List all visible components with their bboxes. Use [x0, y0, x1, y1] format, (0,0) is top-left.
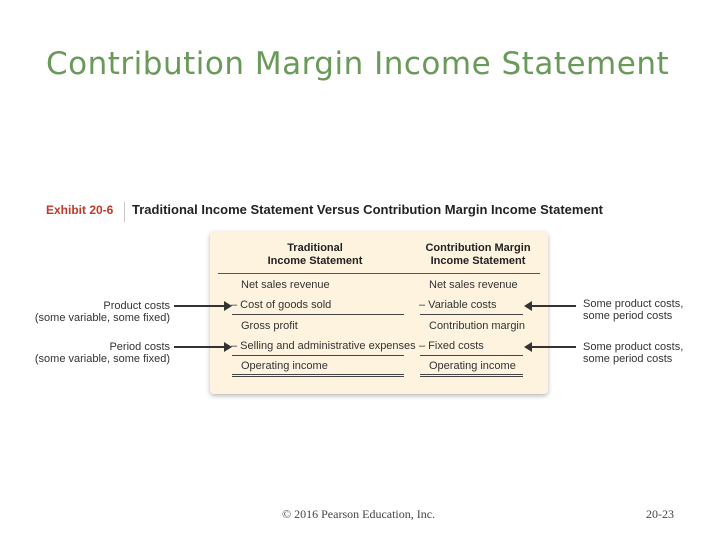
traditional-double-rule: [232, 374, 404, 377]
traditional-gross-profit: Gross profit: [241, 320, 298, 332]
product-costs-label: [35, 300, 170, 324]
page-number: 20-23: [646, 507, 674, 521]
period-costs-label: [35, 341, 170, 365]
fixed-costs-arrow: [526, 346, 576, 348]
exhibit-divider: [124, 202, 125, 222]
traditional-cost-of-goods-sold: – Cost of goods sold: [231, 299, 332, 311]
contribution-column-header: [418, 242, 538, 268]
traditional-net-sales: Net sales revenue: [241, 279, 330, 291]
contribution-header-line-2: Income Statement: [430, 255, 526, 267]
contribution-expense-rule: [420, 355, 523, 356]
period-costs-arrow: [174, 346, 230, 348]
exhibit-number: Exhibit 20-6: [46, 203, 114, 217]
contribution-fixed-costs: – Fixed costs: [419, 340, 484, 352]
variable-costs-note-line-2: some period costs: [583, 310, 673, 322]
traditional-selling-admin-expenses: – Selling and administrative expenses: [231, 340, 416, 352]
traditional-header-line-2: Income Statement: [267, 255, 363, 267]
header-rule: [218, 273, 540, 274]
exhibit-title: Traditional Income Statement Versus Contribution Margin Income Statement: [132, 202, 603, 217]
contribution-net-sales: Net sales revenue: [429, 279, 518, 291]
product-costs-line-1: Product costs: [103, 300, 170, 312]
fixed-costs-note: [583, 341, 683, 365]
copyright-notice: © 2016 Pearson Education, Inc.: [282, 507, 436, 521]
period-costs-line-2: (some variable, some fixed): [34, 353, 170, 365]
period-costs-line-1: Period costs: [109, 341, 170, 353]
contribution-header-line-1: Contribution Margin: [425, 242, 531, 254]
slide-title: Contribution Margin Income Statement: [46, 46, 670, 82]
traditional-column-header: [237, 242, 393, 268]
contribution-contribution-margin: Contribution margin: [429, 320, 525, 332]
traditional-expense-rule: [232, 355, 404, 356]
comparison-table: [210, 231, 548, 394]
contribution-subtotal-rule: [420, 314, 523, 315]
contribution-variable-costs: – Variable costs: [419, 299, 497, 311]
product-costs-line-2: (some variable, some fixed): [34, 312, 170, 324]
traditional-header-line-1: Traditional: [287, 242, 343, 254]
contribution-double-rule: [420, 374, 523, 377]
variable-costs-note: [583, 298, 683, 322]
variable-costs-note-line-1: Some product costs,: [583, 298, 684, 310]
fixed-costs-note-line-2: some period costs: [583, 353, 673, 365]
traditional-operating-income: Operating income: [241, 360, 328, 372]
fixed-costs-note-line-1: Some product costs,: [583, 341, 684, 353]
traditional-subtotal-rule: [232, 314, 404, 315]
product-costs-arrow: [174, 305, 230, 307]
contribution-operating-income: Operating income: [429, 360, 516, 372]
variable-costs-arrow: [526, 305, 576, 307]
